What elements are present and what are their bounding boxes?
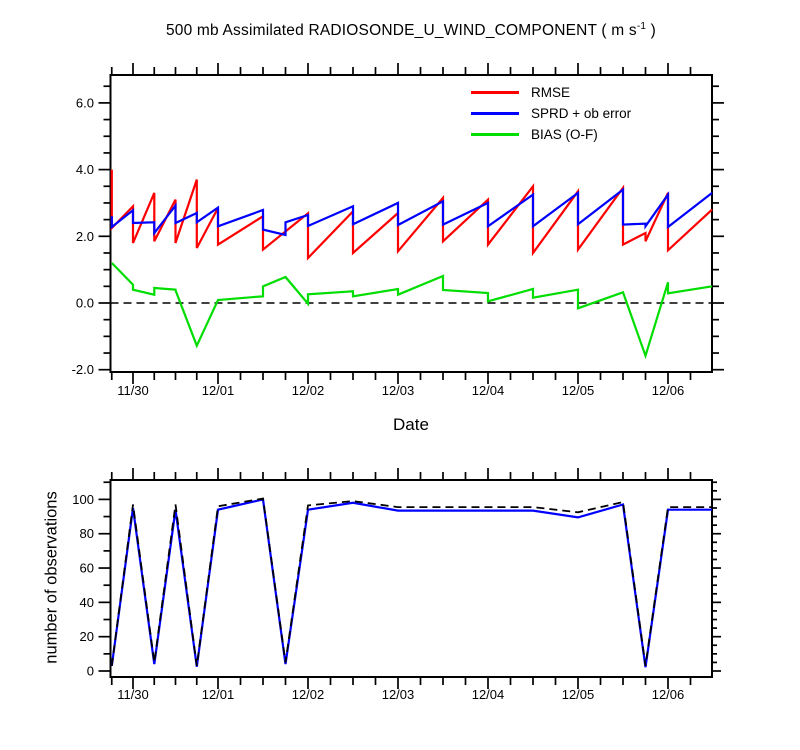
y-tick-label: 20 bbox=[79, 629, 94, 645]
x-tick-label: 12/05 bbox=[561, 383, 595, 398]
x-tick-label: 12/02 bbox=[291, 687, 325, 702]
bottom-y-axis-title: number of observations bbox=[42, 491, 61, 664]
legend bbox=[471, 82, 631, 145]
x-tick-label: 12/03 bbox=[381, 687, 415, 702]
y-tick-label: 60 bbox=[79, 560, 94, 576]
x-tick-label: 12/01 bbox=[201, 383, 235, 398]
legend-label: BIAS (O-F) bbox=[531, 127, 598, 142]
x-tick-label: 12/04 bbox=[471, 687, 505, 702]
observations-possible-dashed-line bbox=[112, 499, 712, 666]
y-tick-label: 6.0 bbox=[75, 95, 94, 111]
y-tick-label: 2.0 bbox=[75, 228, 94, 244]
legend-line-swatch bbox=[471, 112, 519, 115]
y-tick-label: -2.0 bbox=[71, 362, 94, 378]
y-tick-label: 40 bbox=[79, 594, 94, 610]
y-tick-label: 80 bbox=[79, 526, 94, 542]
y-tick-label: 0 bbox=[86, 663, 94, 679]
observations-assimilated-solid-line bbox=[112, 499, 712, 667]
x-axis-title: Date bbox=[393, 415, 429, 434]
bias-o-f-line bbox=[112, 263, 712, 356]
legend-label: RMSE bbox=[531, 85, 571, 100]
x-tick-label: 12/04 bbox=[471, 383, 505, 398]
chart-title-text: 500 mb Assimilated RADIOSONDE_U_WIND_COMPONENT ( m s bbox=[165, 22, 637, 40]
legend-item bbox=[471, 103, 631, 124]
bottom-plot bbox=[72, 468, 721, 702]
legend-label: SPRD + ob error bbox=[531, 106, 632, 121]
chart-title-superscript: -1 bbox=[636, 21, 647, 32]
x-tick-label: 12/02 bbox=[291, 383, 325, 398]
x-tick-label: 12/06 bbox=[651, 687, 685, 702]
chart-title-suffix: ) bbox=[646, 22, 657, 40]
y-tick-label: 4.0 bbox=[75, 162, 94, 178]
x-tick-label: 12/03 bbox=[381, 383, 415, 398]
legend-item bbox=[471, 82, 631, 103]
x-tick-label: 12/01 bbox=[201, 687, 235, 702]
x-tick-label: 11/30 bbox=[117, 383, 149, 398]
legend-line-swatch bbox=[471, 91, 519, 94]
y-tick-label: 0.0 bbox=[75, 295, 94, 311]
x-tick-label: 11/30 bbox=[117, 687, 149, 702]
x-tick-label: 12/06 bbox=[651, 383, 685, 398]
legend-line-swatch bbox=[471, 133, 519, 136]
chart-title bbox=[11, 21, 800, 40]
x-tick-label: 12/05 bbox=[561, 687, 595, 702]
legend-item bbox=[471, 124, 631, 145]
y-tick-label: 100 bbox=[72, 491, 94, 507]
